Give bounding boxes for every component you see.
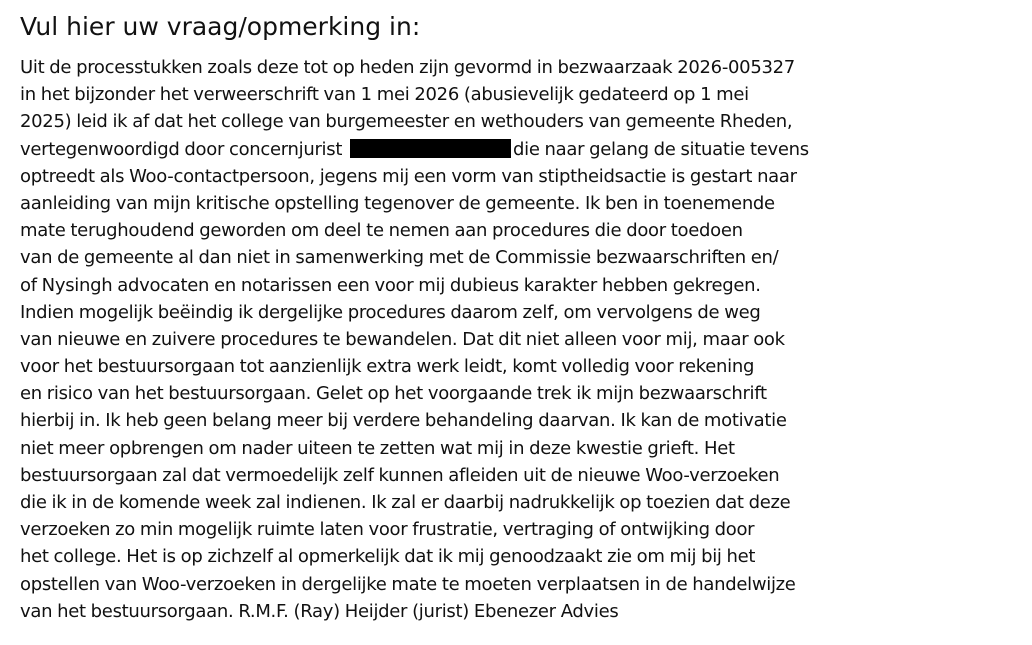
text-line: die ik in de komende week zal indienen. Ik zal er daarbij nadrukkelijk op toezien dat deze bbox=[20, 492, 791, 513]
text-line: verzoeken zo min mogelijk ruimte laten voor frustratie, vertraging of ontwijking door bbox=[20, 519, 755, 541]
text-segment: vertegenwoordigd door concernjurist bbox=[20, 138, 343, 160]
text-line: of Nysingh advocaten en notarissen een voor mij dubieus karakter hebben gekregen. bbox=[20, 274, 761, 296]
text-line: opstellen van Woo-verzoeken in dergelijke mate te moeten verplaatsen in de handelwijze bbox=[20, 573, 796, 595]
text-line: van de gemeente al dan niet in samenwerking met de Commissie bezwaarschriften en/ bbox=[20, 247, 779, 269]
text-line: mate terughoudend geworden om deel te nemen aan procedures die door toedoen bbox=[20, 220, 743, 242]
text-line: Indien mogelijk beëindig ik dergelijke procedures daarom zelf, om vervolgens de weg bbox=[20, 301, 761, 323]
text-line: en risico van het bestuursorgaan. Gelet op het voorgaande trek ik mijn bezwaarschrift bbox=[20, 383, 767, 405]
question-form-field bbox=[20, 10, 1020, 625]
text-line: optreedt als Woo-contactpersoon, jegens mij een vorm van stiptheidsactie is gestart naar bbox=[20, 165, 797, 187]
text-line: van het bestuursorgaan. R.M.F. (Ray) Heijder (jurist) Ebenezer Advies bbox=[20, 600, 619, 622]
text-line: in het bijzonder het verweerschrift van 1 mei 2026 (abusievelijk gedateerd op 1 mei bbox=[20, 84, 749, 106]
text-line: het college. Het is op zichzelf al opmerkelijk dat ik mij genoodzaakt zie om mij bij het bbox=[20, 546, 756, 568]
text-line: aanleiding van mijn kritische opstelling tegenover de gemeente. Ik ben in toenemende bbox=[20, 192, 775, 214]
text-line: 2025) leid ik af dat het college van burgemeester en wethouders van gemeente Rheden, bbox=[20, 111, 793, 133]
text-line: niet meer opbrengen om nader uiteen te zetten wat mij in deze kwestie grieft. Het bbox=[20, 437, 735, 459]
text-line: hierbij in. Ik heb geen belang meer bij verdere behandeling daarvan. Ik kan de motivatie bbox=[20, 410, 787, 432]
text-line: van nieuwe en zuivere procedures te bewandelen. Dat dit niet alleen voor mij, maar ook bbox=[20, 328, 785, 350]
text-line: voor het bestuursorgaan tot aanzienlijk extra werk leidt, komt volledig voor rekening bbox=[20, 356, 755, 378]
text-line-redacted bbox=[20, 136, 1020, 163]
text-line: bestuursorgaan zal dat vermoedelijk zelf kunnen afleiden uit de nieuwe Woo-verzoeken bbox=[20, 464, 780, 486]
redaction-block bbox=[350, 139, 511, 158]
text-segment: die naar gelang de situatie tevens bbox=[513, 138, 809, 160]
question-label: Vul hier uw vraag/opmerking in: bbox=[20, 12, 421, 41]
question-textarea[interactable] bbox=[20, 54, 1020, 625]
text-line: Uit de processtukken zoals deze tot op heden zijn gevormd in bezwaarzaak 2026-005327 bbox=[20, 57, 795, 78]
